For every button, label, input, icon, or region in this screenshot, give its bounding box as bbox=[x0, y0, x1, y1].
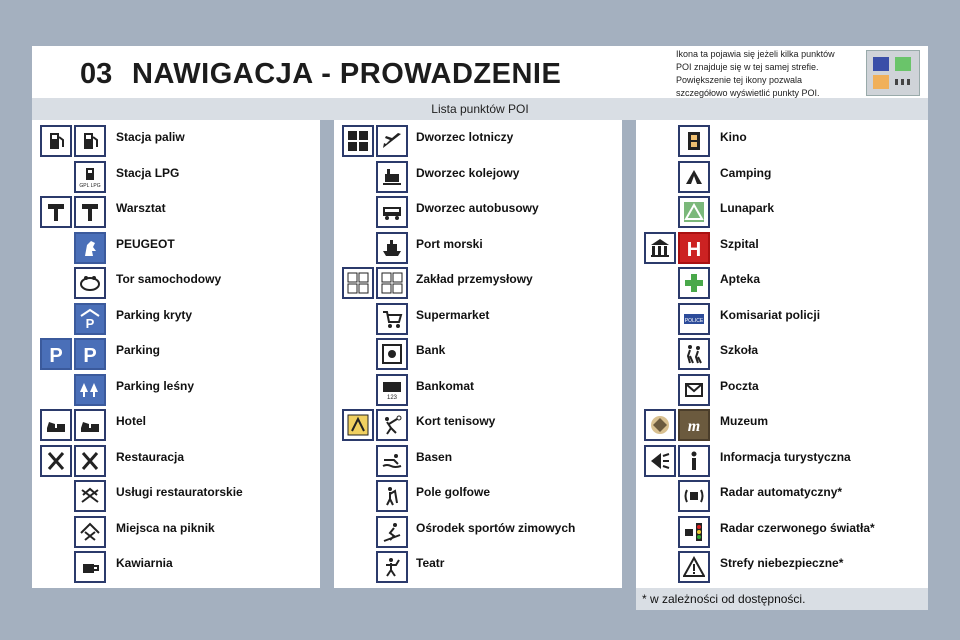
poi-label: Bank bbox=[416, 343, 446, 357]
poi-label: Informacja turystyczna bbox=[720, 449, 851, 464]
poi-list-item bbox=[32, 550, 320, 585]
poi-label: Szkoła bbox=[720, 343, 759, 357]
poi-label: Camping bbox=[720, 165, 772, 180]
fuel-pump-icon bbox=[74, 125, 106, 157]
poi-label: Kino bbox=[720, 130, 747, 144]
chapter-number: 03 bbox=[80, 58, 113, 90]
poi-list-item bbox=[334, 160, 622, 195]
note-line: Powiększenie tej ikony pozwala bbox=[676, 75, 803, 85]
poi-list-item bbox=[636, 231, 928, 266]
poi-list-item bbox=[334, 408, 622, 443]
hammer-icon bbox=[40, 196, 72, 228]
svg-text:P: P bbox=[83, 345, 97, 365]
poi-label: Lunapark bbox=[720, 201, 775, 215]
page-title: NAWIGACJA - PROWADZENIE bbox=[132, 58, 562, 90]
bed-icon bbox=[74, 409, 106, 441]
poi-list-item bbox=[334, 124, 622, 159]
poi-list-item bbox=[636, 373, 928, 408]
poi-label: Miejsca na piknik bbox=[116, 520, 215, 535]
poi-label: Supermarket bbox=[416, 307, 490, 322]
swimming-icon bbox=[376, 445, 408, 477]
poi-label: PEUGEOT bbox=[116, 236, 175, 251]
poi-list-item bbox=[32, 266, 320, 301]
poi-label: Muzeum bbox=[720, 414, 768, 428]
speed-camera-icon bbox=[678, 480, 710, 512]
svg-text:POLICE: POLICE bbox=[684, 317, 704, 324]
availability-footnote: * w zależności od dostępności. bbox=[642, 592, 806, 606]
note-line: Ikona ta pojawia się jeżeli kilka punktów bbox=[676, 49, 835, 59]
lpg-pump-icon bbox=[74, 161, 106, 193]
bed-icon bbox=[40, 409, 72, 441]
shopping-cart-icon bbox=[376, 303, 408, 335]
atm-icon bbox=[376, 374, 408, 406]
industry-multi-icon bbox=[376, 267, 408, 299]
poi-column-2 bbox=[334, 120, 622, 588]
red-light-camera-icon bbox=[678, 516, 710, 548]
poi-list-item bbox=[32, 160, 320, 195]
poi-list-item bbox=[636, 444, 928, 479]
poi-label: Warsztat bbox=[116, 201, 166, 215]
poi-label: Dworzec lotniczy bbox=[416, 130, 514, 144]
poi-label: Port morski bbox=[416, 236, 483, 251]
poi-list-item bbox=[334, 337, 622, 372]
museum-m-icon bbox=[678, 409, 710, 441]
poi-list-item bbox=[32, 373, 320, 408]
poi-list-item bbox=[636, 195, 928, 230]
poi-list-item bbox=[636, 550, 928, 585]
poi-label: Parking bbox=[116, 343, 161, 357]
race-track-icon bbox=[74, 267, 106, 299]
svg-text:P: P bbox=[85, 315, 95, 330]
poi-label: Restauracja bbox=[116, 449, 185, 464]
poi-label: Kawiarnia bbox=[116, 556, 173, 570]
picnic-icon bbox=[74, 516, 106, 548]
poi-list-item bbox=[32, 479, 320, 514]
poi-label: Teatr bbox=[416, 556, 445, 570]
poi-list-item bbox=[32, 124, 320, 159]
poi-label: Stacja LPG bbox=[116, 165, 180, 180]
poi-list-item bbox=[636, 337, 928, 372]
svg-text:m: m bbox=[687, 418, 701, 435]
poi-label: Stacja paliw bbox=[116, 130, 185, 144]
poi-list-item bbox=[636, 160, 928, 195]
film-icon bbox=[678, 125, 710, 157]
poi-list-item bbox=[334, 444, 622, 479]
poi-list-item bbox=[32, 337, 320, 372]
bank-icon bbox=[376, 338, 408, 370]
airport-multi-icon bbox=[342, 125, 374, 157]
police-icon bbox=[678, 303, 710, 335]
info-i-icon bbox=[678, 445, 710, 477]
poi-label: Szpital bbox=[720, 236, 759, 251]
poi-label: Dworzec autobusowy bbox=[416, 201, 539, 215]
poi-list-item bbox=[32, 231, 320, 266]
svg-text:GPL LPG: GPL LPG bbox=[79, 182, 101, 188]
hammer-icon bbox=[74, 196, 106, 228]
poi-list-item bbox=[334, 231, 622, 266]
poi-label: Radar automatyczny* bbox=[720, 485, 843, 499]
poi-list-item bbox=[636, 479, 928, 514]
poi-label: Kort tenisowy bbox=[416, 414, 496, 428]
fuel-pump-icon bbox=[40, 125, 72, 157]
footnote-bar bbox=[636, 588, 928, 610]
poi-list-item bbox=[636, 302, 928, 337]
poi-label: Ośrodek sportów zimowych bbox=[416, 520, 576, 535]
poi-list-item bbox=[334, 195, 622, 230]
golf-icon bbox=[376, 480, 408, 512]
poi-label: Pole golfowe bbox=[416, 485, 491, 499]
poi-label: Tor samochodowy bbox=[116, 272, 222, 286]
parking-icon bbox=[40, 338, 72, 370]
tourist-info-multi-icon bbox=[644, 445, 676, 477]
poi-list-item bbox=[334, 266, 622, 301]
poi-label: Basen bbox=[416, 449, 453, 464]
poi-list-item bbox=[32, 408, 320, 443]
theatre-icon bbox=[376, 551, 408, 583]
poi-list-item bbox=[636, 124, 928, 159]
poi-column-3 bbox=[636, 120, 928, 588]
camping-icon bbox=[678, 161, 710, 193]
poi-label: Komisariat policji bbox=[720, 307, 821, 322]
airplane-icon bbox=[376, 125, 408, 157]
multi-poi-icon bbox=[866, 50, 920, 96]
poi-label: Parking kryty bbox=[116, 307, 193, 322]
note-line: POI znajduje się w tej samej strefie. bbox=[676, 62, 819, 72]
poi-list-item bbox=[32, 302, 320, 337]
poi-list-item bbox=[334, 550, 622, 585]
list-subtitle: Lista punktów POI bbox=[431, 102, 529, 116]
poi-label: Bankomat bbox=[416, 378, 475, 393]
note-line: szczegółowo wyświetlić punkty POI. bbox=[676, 88, 820, 98]
fork-knife-icon bbox=[74, 445, 106, 477]
poi-list-item bbox=[636, 515, 928, 550]
poi-list-item bbox=[32, 195, 320, 230]
hospital-h-icon bbox=[678, 232, 710, 264]
poi-list-item bbox=[334, 479, 622, 514]
industry-multi-icon bbox=[342, 267, 374, 299]
covered-parking-icon bbox=[74, 303, 106, 335]
poi-label: Hotel bbox=[116, 414, 146, 428]
school-children-icon bbox=[678, 338, 710, 370]
poi-list-item bbox=[32, 515, 320, 550]
museum-icon bbox=[644, 409, 676, 441]
amusement-park-icon bbox=[678, 196, 710, 228]
sport-multi-icon bbox=[342, 409, 374, 441]
skiing-icon bbox=[376, 516, 408, 548]
poi-label: Parking leśny bbox=[116, 378, 195, 393]
forest-parking-icon bbox=[74, 374, 106, 406]
svg-text:123: 123 bbox=[386, 394, 398, 401]
poi-label: Radar czerwonego światła* bbox=[720, 520, 875, 535]
subtitle-bar bbox=[32, 98, 928, 120]
bus-icon bbox=[376, 196, 408, 228]
poi-list-item bbox=[334, 515, 622, 550]
danger-zone-icon bbox=[678, 551, 710, 583]
ferry-icon bbox=[376, 232, 408, 264]
poi-label: Poczta bbox=[720, 378, 759, 393]
envelope-icon bbox=[678, 374, 710, 406]
fork-knife-icon bbox=[40, 445, 72, 477]
pharmacy-cross-icon bbox=[678, 267, 710, 299]
poi-list-item bbox=[636, 408, 928, 443]
tennis-icon bbox=[376, 409, 408, 441]
coffee-cup-icon bbox=[74, 551, 106, 583]
multi-poi-note bbox=[676, 48, 862, 100]
train-icon bbox=[376, 161, 408, 193]
catering-icon bbox=[74, 480, 106, 512]
poi-list-item bbox=[636, 266, 928, 301]
poi-label: Strefy niebezpieczne* bbox=[720, 556, 844, 570]
poi-list-item bbox=[334, 373, 622, 408]
svg-text:P: P bbox=[49, 345, 63, 365]
poi-list-item bbox=[334, 302, 622, 337]
poi-label: Zakład przemysłowy bbox=[416, 272, 533, 286]
parking-icon bbox=[74, 338, 106, 370]
poi-column-1 bbox=[32, 120, 320, 588]
poi-label: Apteka bbox=[720, 272, 761, 286]
hospital-building-icon bbox=[644, 232, 676, 264]
peugeot-lion-icon bbox=[74, 232, 106, 264]
poi-list-item bbox=[32, 444, 320, 479]
poi-label: Usługi restauratorskie bbox=[116, 485, 243, 499]
poi-label: Dworzec kolejowy bbox=[416, 165, 520, 180]
svg-text:H: H bbox=[686, 238, 702, 259]
